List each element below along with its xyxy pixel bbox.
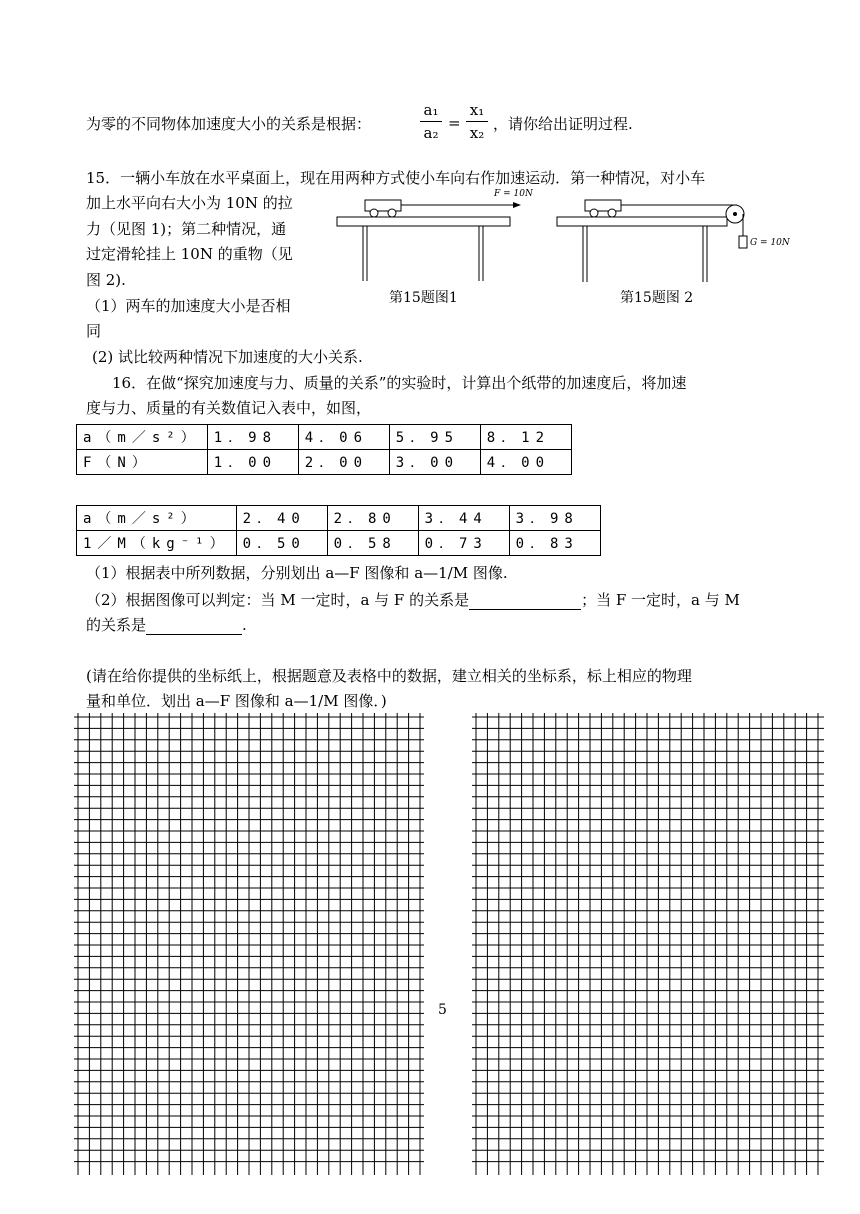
q15-sub1-a: （1）两车的加速度大小是否相 — [86, 297, 291, 315]
fig2-weight-label: G = 10N — [750, 238, 790, 248]
table-row — [77, 425, 572, 450]
q15-line4: 过定滑轮挂上 10N 的重物（见 — [86, 245, 293, 263]
graph-paper-left[interactable] — [74, 713, 424, 1175]
table-cell: 0．73 — [418, 531, 509, 556]
force-arrowhead — [513, 202, 521, 208]
fig2-caption: 第15题图 2 — [620, 290, 694, 306]
cart-wheel — [388, 209, 396, 217]
fraction-a-denominator: a₂ — [423, 124, 439, 142]
equals-sign: = — [448, 114, 461, 132]
table-cell: 2．00 — [298, 450, 389, 475]
table-cell: 1．00 — [207, 450, 298, 475]
q15-line5: 图 2). — [86, 271, 126, 289]
q15-line3: 力（见图 1)；第二种情况，通 — [86, 220, 287, 238]
answer-blank-2[interactable] — [146, 614, 242, 635]
figure-1-diagram — [335, 186, 525, 286]
answer-blank-1[interactable] — [469, 589, 581, 610]
fig1-force-label: F = 10N — [494, 189, 533, 199]
table-cell: 2．40 — [236, 506, 327, 531]
q16-sub2-d: . — [242, 616, 247, 634]
fig1-caption: 第15题图1 — [389, 290, 458, 306]
q15-sub2: (2) 试比较两种情况下加速度的大小关系. — [92, 348, 363, 366]
graph-paper-right[interactable] — [472, 713, 824, 1175]
q15-line1: 15．一辆小车放在水平桌面上，现在用两种方式使小车向右作加速运动．第一种情况，对小车 — [86, 169, 706, 187]
q16-sub2-c: 的关系是 — [86, 616, 147, 634]
row-label: a（m／s²） — [77, 506, 237, 531]
intro-text-after: ，请你给出证明过程. — [493, 115, 633, 133]
q16-sub2-line2 — [86, 614, 247, 635]
page-number: 5 — [438, 1002, 447, 1018]
table-cell: 0．50 — [236, 531, 327, 556]
fraction-x-numerator: x₁ — [469, 101, 485, 119]
table-row — [77, 531, 601, 556]
table-cell: 3．44 — [418, 506, 509, 531]
cart-body — [585, 200, 621, 211]
table-cell: 5．95 — [389, 425, 480, 450]
cart-wheel — [608, 209, 616, 217]
table-cell: 1．98 — [207, 425, 298, 450]
fraction-a-numerator: a₁ — [423, 101, 439, 119]
cart-body — [365, 200, 401, 211]
q16-sub1: （1）根据表中所列数据，分别划出 a—F 图像和 a—1/M 图像. — [86, 564, 508, 582]
fraction-a — [420, 100, 442, 143]
q16-sub2-a: （2）根据图像可以判定：当 M 一定时，a 与 F 的关系是 — [86, 591, 470, 609]
row-label: F（N） — [77, 450, 208, 475]
table-a-vs-f — [76, 424, 572, 475]
q15-sub1-b: 同 — [86, 322, 102, 340]
table-cell: 3．00 — [389, 450, 480, 475]
table-cell: 3．98 — [509, 506, 600, 531]
table-cell: 4．00 — [480, 450, 571, 475]
q15-line2: 加上水平向右大小为 10N 的拉 — [86, 194, 293, 212]
row-label: a（m／s²） — [77, 425, 208, 450]
q16-note-line1: (请在给你提供的坐标纸上，根据题意及表格中的数据，建立相关的坐标系，标上相应的物理 — [86, 667, 692, 685]
q16-sub2-b: ；当 F 一定时，a 与 M — [581, 591, 740, 609]
q16-sub2-line — [86, 589, 740, 610]
q16-line1: 16．在做“探究加速度与力、质量的关系”的实验时，计算出个纸带的加速度后，将加速 — [112, 374, 687, 392]
table-cell: 4．06 — [298, 425, 389, 450]
table-cell: 0．83 — [509, 531, 600, 556]
q16-note-line2: 量和单位．划出 a—F 图像和 a—1/M 图像．) — [86, 692, 387, 710]
table-row — [77, 450, 572, 475]
figure-2-diagram — [555, 192, 755, 287]
fraction-x-denominator: x₂ — [469, 124, 485, 142]
fraction-x — [466, 100, 488, 143]
cart-wheel — [370, 209, 378, 217]
table-top — [557, 217, 727, 226]
cart-wheel — [590, 209, 598, 217]
table-cell: 2．80 — [327, 506, 418, 531]
q16-line2: 度与力、质量的有关数值记入表中，如图， — [86, 399, 372, 417]
row-label: 1／M（kg⁻¹） — [77, 531, 237, 556]
table-cell: 8．12 — [480, 425, 571, 450]
table-a-vs-inverse-m — [76, 505, 601, 556]
table-top — [337, 217, 510, 226]
weight-block — [739, 236, 747, 248]
table-cell: 0．58 — [327, 531, 418, 556]
pulley-axle — [733, 212, 737, 216]
intro-text: 为零的不同物体加速度大小的关系是根据： — [86, 115, 372, 133]
table-row — [77, 506, 601, 531]
